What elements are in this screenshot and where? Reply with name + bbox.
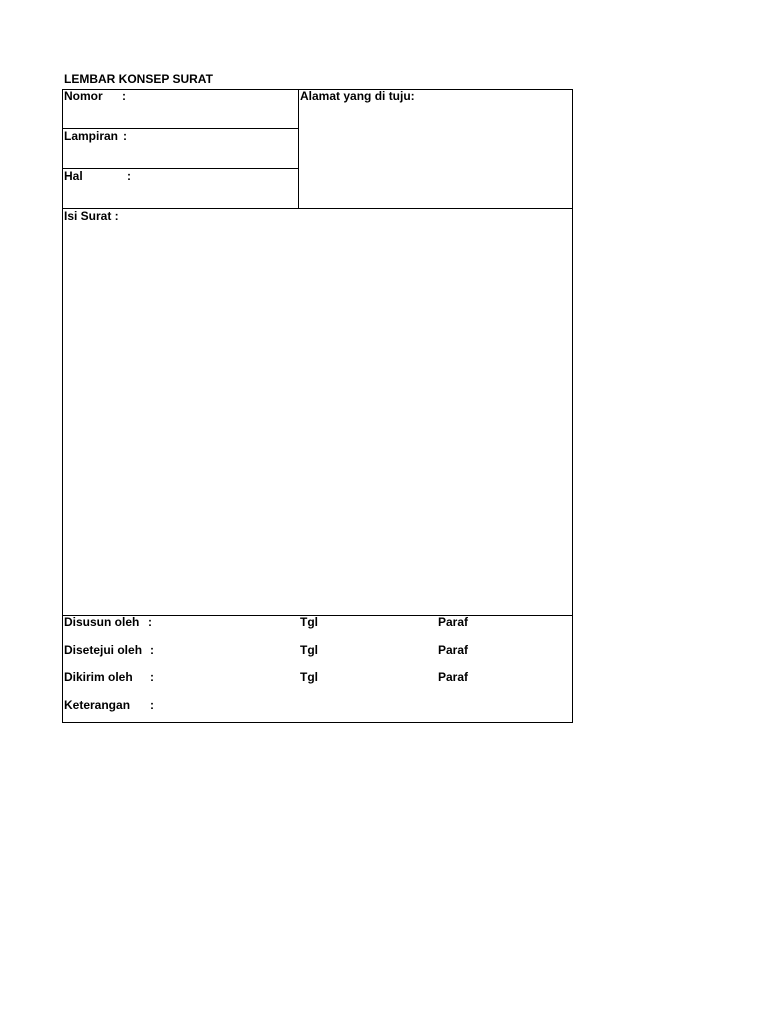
lampiran-row-divider bbox=[62, 168, 299, 169]
hal-label: Hal bbox=[64, 169, 83, 183]
form-title: LEMBAR KONSEP SURAT bbox=[64, 72, 213, 86]
header-divider bbox=[298, 89, 299, 209]
frame-right-border bbox=[572, 89, 573, 723]
isi-surat-label: Isi Surat : bbox=[64, 209, 119, 223]
disusun-paraf-label: Paraf bbox=[438, 615, 469, 629]
alamat-label: Alamat yang di tuju: bbox=[300, 89, 415, 103]
dikirim-label: Dikirim oleh bbox=[64, 670, 133, 684]
keterangan-label: Keterangan bbox=[64, 698, 131, 712]
lampiran-label: Lampiran bbox=[64, 129, 119, 143]
disetujui-paraf-label: Paraf bbox=[438, 643, 469, 657]
nomor-colon: : bbox=[122, 89, 126, 103]
keterangan-colon: : bbox=[150, 698, 154, 712]
disusun-tgl-label: Tgl bbox=[300, 615, 318, 629]
frame-bottom-border bbox=[62, 722, 573, 723]
dikirim-colon: : bbox=[150, 670, 154, 684]
frame-left-border bbox=[62, 89, 63, 723]
lampiran-colon: : bbox=[123, 129, 127, 143]
dikirim-tgl-label: Tgl bbox=[300, 670, 318, 684]
disetujui-colon: : bbox=[150, 643, 154, 657]
disusun-label: Disusun oleh bbox=[64, 615, 140, 629]
disetujui-label: Disetejui oleh bbox=[64, 643, 143, 657]
disusun-colon: : bbox=[148, 615, 152, 629]
hal-colon: : bbox=[127, 169, 131, 183]
dikirim-paraf-label: Paraf bbox=[438, 670, 469, 684]
header-body-divider bbox=[62, 208, 573, 209]
disetujui-tgl-label: Tgl bbox=[300, 643, 318, 657]
nomor-label: Nomor bbox=[64, 89, 103, 103]
